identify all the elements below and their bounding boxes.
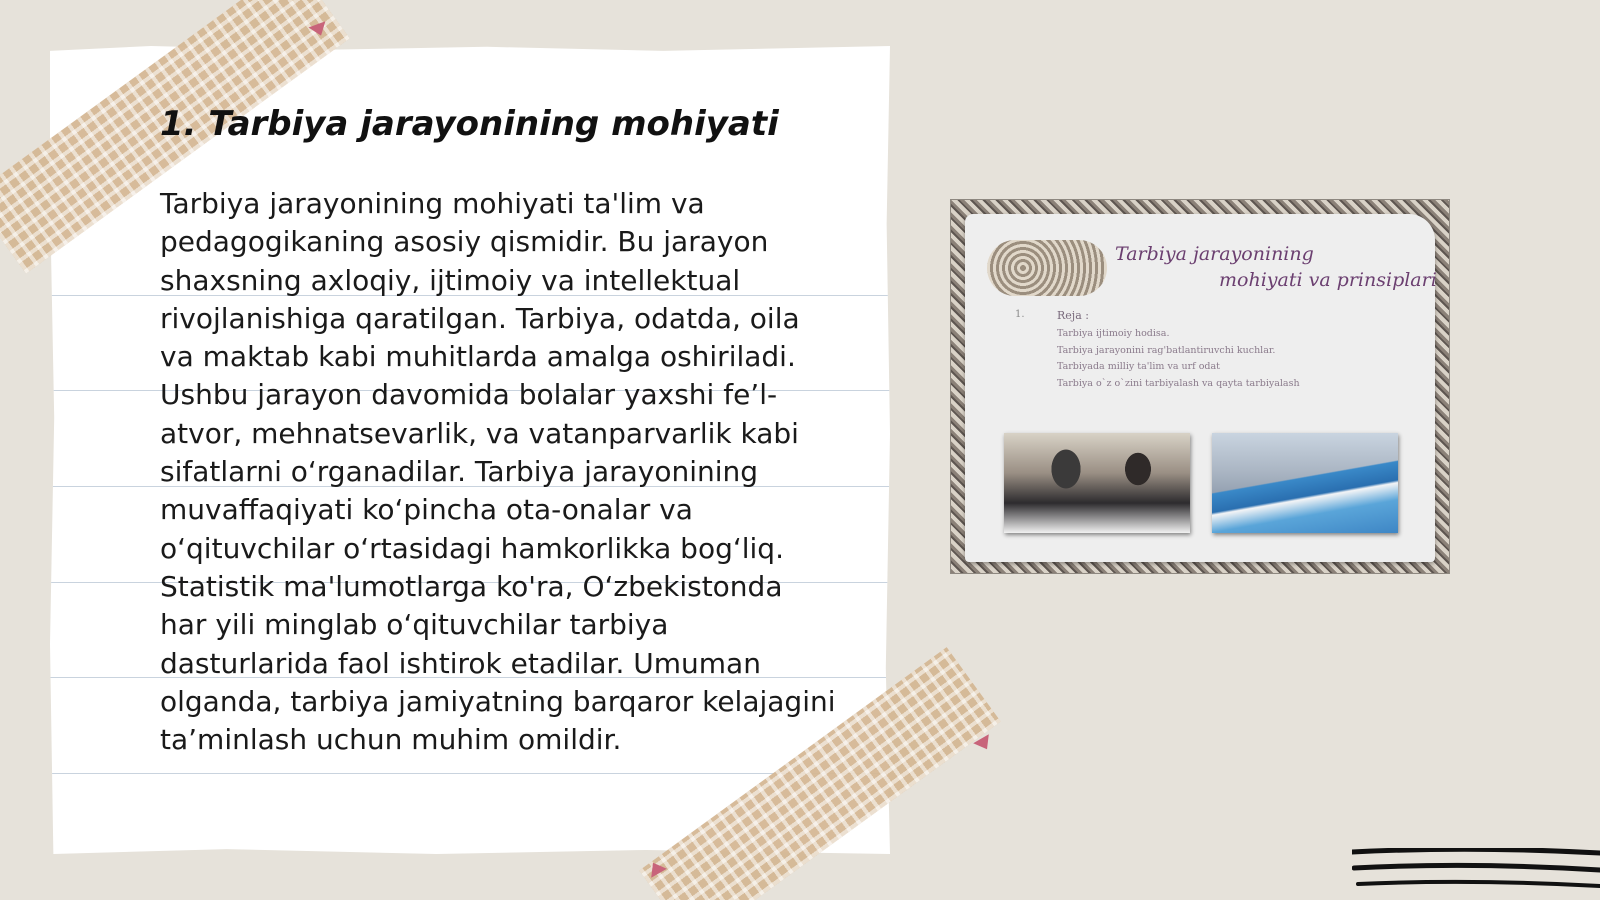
thumbnail-number: 1. bbox=[1015, 309, 1025, 320]
decorative-line bbox=[1352, 849, 1600, 853]
list-item: Tarbiya ijtimoiy hodisa. bbox=[1057, 328, 1170, 339]
slide-thumbnail-image bbox=[950, 199, 1450, 574]
slide-title: 1. Tarbiya jarayonining mohiyati bbox=[160, 104, 779, 144]
thumbnail-plan-label: Reja : bbox=[1057, 309, 1089, 322]
decorative-lines bbox=[1352, 848, 1600, 900]
rule-line bbox=[50, 773, 890, 774]
list-item: Tarbiya o`z o`zini tarbiyalash va qayta tarbiyalash bbox=[1057, 377, 1300, 389]
thumbnail-title bbox=[1115, 241, 1437, 293]
photo-group-flag bbox=[1212, 433, 1398, 533]
photo-handshake bbox=[1004, 433, 1190, 533]
slide-body-text: Tarbiya jarayonining mohiyati ta'lim va pedagogikaning asosiy qismidir. Bu jarayon shaxsning axloqiy, ijtimoiy va intellektual rivojlanishiga qaratilgan. Tarbiya, odatda, oila va maktab kabi muhitlarda amalga oshiriladi. Ushbu jarayon davomida bolalar yaxshi fe’l-atvor, mehnatsevarlik, va vatanparvarlik kabi sifatlarni o‘rganadilar. Tarbiya jarayonining muvaffaqiyati ko‘pincha ota-onalar va o‘qituvchilar o‘rtasidagi hamkorlikka bog‘liq. Statistik ma'lumotlarga ko'ra, O‘zbekistonda har yili minglab o‘qituvchilar tarbiya dasturlarida faol ishtirok etadilar. Umuman olganda, tarbiya jamiyatning barqaror kelajagini ta’minlash uchun muhim omildir. bbox=[160, 187, 836, 757]
thumbnail-plan-list bbox=[1057, 326, 1397, 392]
thumbnail-title-line-2: mohiyati va prinsiplari bbox=[1219, 269, 1437, 291]
thumbnail-card bbox=[965, 214, 1435, 562]
list-item: Tarbiyada milliy ta'lim va urf odat bbox=[1057, 361, 1220, 372]
decorative-line bbox=[1354, 865, 1600, 870]
decorative-line bbox=[1358, 882, 1600, 886]
ornament-icon bbox=[987, 240, 1107, 296]
list-item: Tarbiya jarayonini rag'batlantiruvchi kuchlar. bbox=[1057, 344, 1276, 356]
thumbnail-title-line-1: Tarbiya jarayonining bbox=[1115, 243, 1314, 265]
